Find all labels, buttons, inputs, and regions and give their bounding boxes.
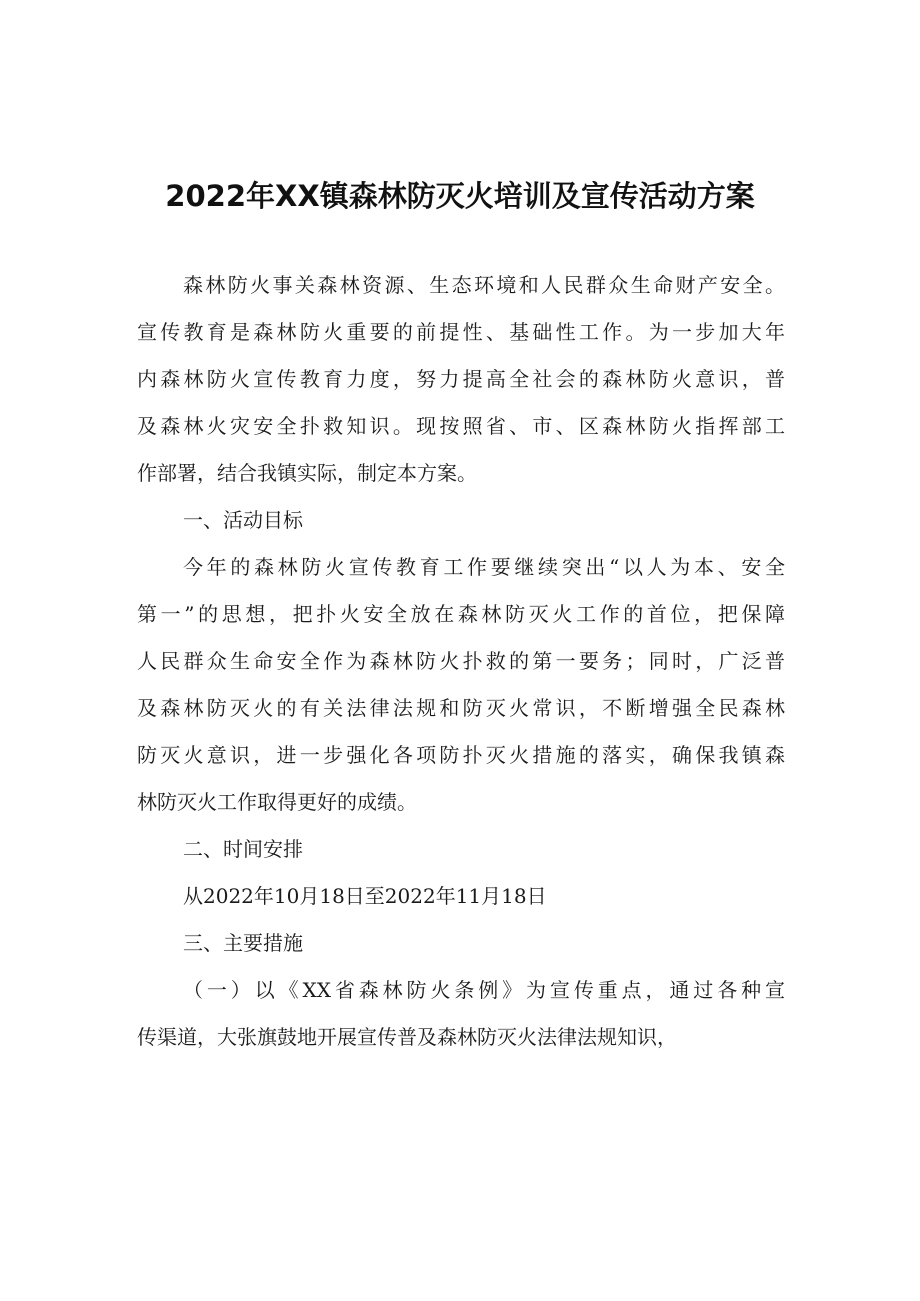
paragraph-line: 作部署，结合我镇实际，制定本方案。 — [137, 461, 477, 485]
paragraph-line: 今年的森林防火宣传教育工作要继续突出“以人为本、安全 — [183, 555, 785, 579]
paragraph-line: 第一”的思想，把扑火安全放在森林防灭火工作的首位，把保障 — [137, 602, 785, 626]
paragraph-line: 及森林火灾安全扑救知识。现按照省、市、区森林防火指挥部工 — [137, 414, 785, 438]
goals-paragraph — [137, 544, 785, 826]
paragraph-line: （一）以《XX省森林防火条例》为宣传重点，通过各种宣 — [183, 978, 785, 1002]
section-heading-measures — [137, 920, 785, 967]
paragraph-line: 防灭火意识，进一步强化各项防扑灭火措施的落实，确保我镇森 — [137, 743, 785, 767]
section-heading-schedule — [137, 826, 785, 873]
paragraph-line: 内森林防火宣传教育力度，努力提高全社会的森林防火意识，普 — [137, 367, 785, 391]
section-heading: 一、活动目标 — [183, 508, 303, 532]
paragraph-line: 及森林防灭火的有关法律法规和防灭火常识，不断增强全民森林 — [137, 696, 785, 720]
paragraph-line: 人民群众生命安全作为森林防火扑救的第一要务；同时，广泛普 — [137, 649, 785, 673]
paragraph-line: 森林防火事关森林资源、生态环境和人民群众生命财产安全。 — [183, 273, 785, 297]
measures-paragraph — [137, 967, 785, 1061]
section-heading: 三、主要措施 — [183, 931, 303, 955]
paragraph-line: 宣传教育是森林防火重要的前提性、基础性工作。为一步加大年 — [137, 320, 785, 344]
section-heading: 二、时间安排 — [183, 837, 303, 861]
document-body — [137, 262, 785, 1061]
paragraph-line: 从2022年10月18日至2022年11月18日 — [183, 884, 547, 908]
section-heading-goals — [137, 497, 785, 544]
intro-paragraph — [137, 262, 785, 497]
paragraph-line: 林防灭火工作取得更好的成绩。 — [137, 790, 417, 814]
schedule-paragraph — [137, 873, 785, 920]
document-title: 2022年XX镇森林防灭火培训及宣传活动方案 — [165, 179, 755, 213]
paragraph-line: 传渠道，大张旗鼓地开展宣传普及森林防灭火法律法规知识， — [137, 1025, 677, 1049]
